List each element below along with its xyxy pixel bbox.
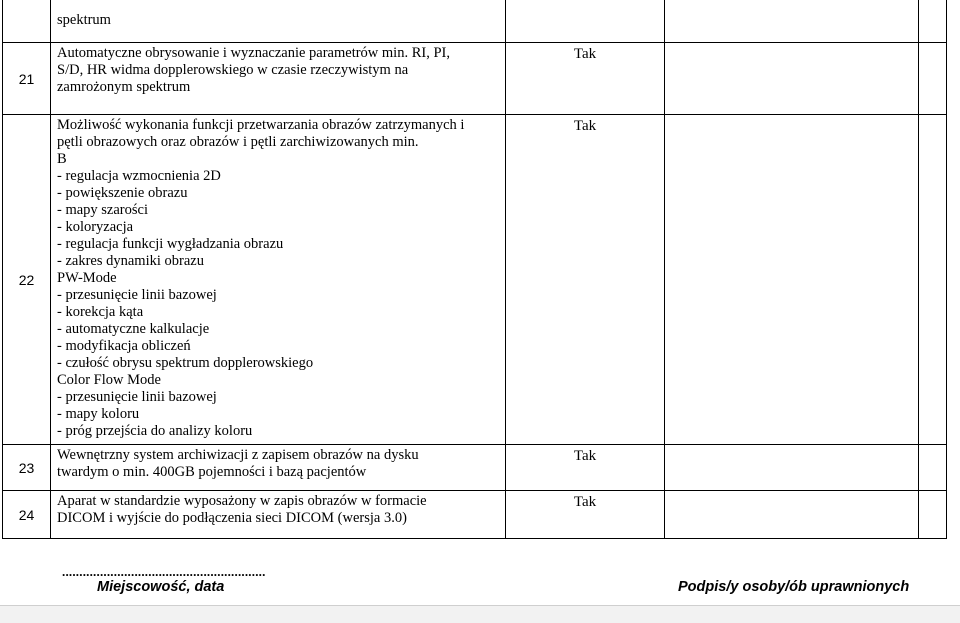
description-line: spektrum	[57, 12, 111, 28]
description-line: Aparat w standardzie wyposażony w zapis obrazów w formacie	[57, 493, 427, 509]
extra-cell	[919, 43, 947, 115]
description-line: - modyfikacja obliczeń	[57, 338, 191, 354]
offered-parameters-cell[interactable]	[665, 445, 919, 491]
description-line: - regulacja funkcji wygładzania obrazu	[57, 236, 284, 252]
offered-parameters-cell[interactable]	[665, 115, 919, 445]
row-number: 24	[3, 491, 51, 539]
row-value: Tak	[506, 491, 665, 539]
row-description	[51, 445, 506, 491]
extra-cell	[919, 445, 947, 491]
description-line: - mapy szarości	[57, 202, 148, 218]
row-number	[3, 0, 51, 43]
row-description	[51, 491, 506, 539]
row-value	[506, 0, 665, 43]
description-line: twardym o min. 400GB pojemności i bazą pacjentów	[57, 464, 367, 480]
description-line: - próg przejścia do analizy koloru	[57, 423, 253, 439]
description-line: Color Flow Mode	[57, 372, 161, 388]
table-row	[3, 0, 947, 43]
description-line: pętli obrazowych oraz obrazów i pętli zarchiwizowanych min.	[57, 134, 419, 150]
description-line: - korekcja kąta	[57, 304, 144, 320]
extra-cell	[919, 0, 947, 43]
offered-parameters-cell[interactable]	[665, 43, 919, 115]
row-description	[51, 43, 506, 115]
row-number: 22	[3, 115, 51, 445]
extra-cell	[919, 115, 947, 445]
row-number: 23	[3, 445, 51, 491]
description-line: - czułość obrysu spektrum dopplerowskiego	[57, 355, 314, 371]
description-line: - zakres dynamiki obrazu	[57, 253, 204, 269]
description-line: - regulacja wzmocnienia 2D	[57, 168, 221, 184]
description-line: Automatyczne obrysowanie i wyznaczanie parametrów min. RI, PI,	[57, 45, 450, 61]
row-description	[51, 0, 506, 43]
description-line: S/D, HR widma dopplerowskiego w czasie rzeczywistym na	[57, 62, 409, 78]
specification-table	[2, 0, 947, 539]
description-line: PW-Mode	[57, 270, 117, 286]
place-date-label: Miejscowość, data	[97, 579, 225, 595]
row-value: Tak	[506, 43, 665, 115]
description-line: - koloryzacja	[57, 219, 134, 235]
description-line: - powiększenie obrazu	[57, 185, 188, 201]
description-line: - przesunięcie linii bazowej	[57, 389, 217, 405]
dotted-line: ...........................................................	[62, 564, 266, 579]
page-bottom-strip	[0, 605, 960, 623]
extra-cell	[919, 491, 947, 539]
row-value: Tak	[506, 115, 665, 445]
table-row	[3, 491, 947, 539]
description-line: zamrożonym spektrum	[57, 79, 191, 95]
description-line: - mapy koloru	[57, 406, 140, 422]
description-line: - automatyczne kalkulacje	[57, 321, 210, 337]
description-line: - przesunięcie linii bazowej	[57, 287, 217, 303]
row-description	[51, 115, 506, 445]
row-value: Tak	[506, 445, 665, 491]
description-line: B	[57, 151, 67, 167]
offered-parameters-cell[interactable]	[665, 491, 919, 539]
table-row	[3, 43, 947, 115]
table-row	[3, 445, 947, 491]
row-number: 21	[3, 43, 51, 115]
table-row	[3, 115, 947, 445]
description-line: Wewnętrzny system archiwizacji z zapisem obrazów na dysku	[57, 447, 419, 463]
offered-parameters-cell[interactable]	[665, 0, 919, 43]
description-line: Możliwość wykonania funkcji przetwarzania obrazów zatrzymanych i	[57, 117, 465, 133]
description-line: DICOM i wyjście do podłączenia sieci DICOM (wersja 3.0)	[57, 510, 407, 526]
signature-label: Podpis/y osoby/ób uprawnionych	[678, 579, 910, 595]
